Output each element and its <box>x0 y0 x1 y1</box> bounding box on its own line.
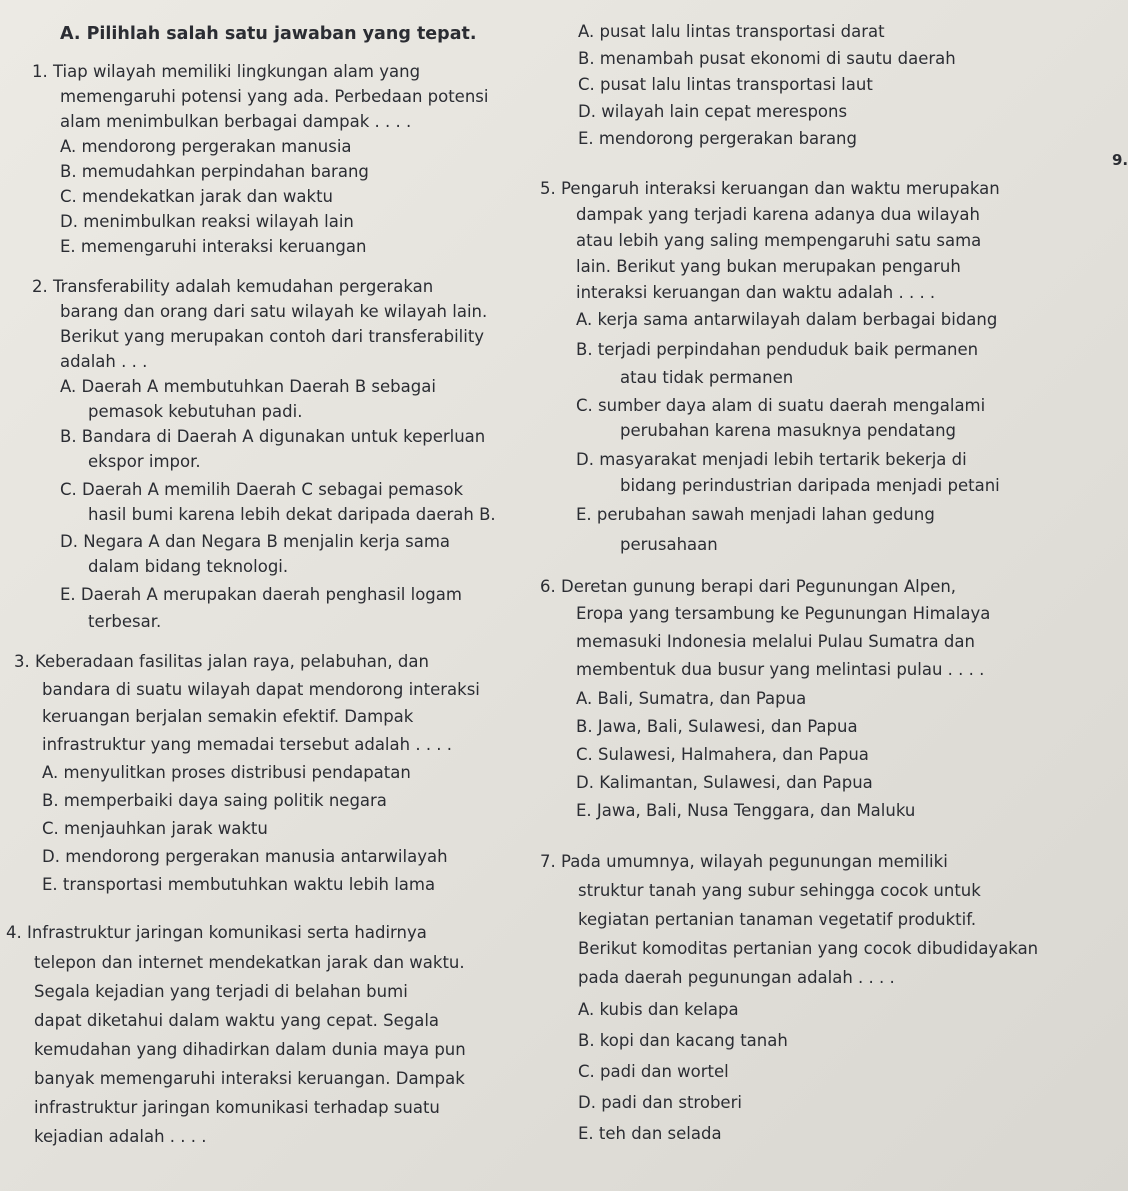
q5-option-a[interactable]: A. kerja sama antarwilayah dalam berbagai bidang <box>576 310 998 329</box>
q5-option-d-cont: bidang perindustrian daripada menjadi petani <box>620 476 1000 495</box>
q4-option-a[interactable]: A. pusat lalu lintas transportasi darat <box>578 22 885 41</box>
q3-option-a[interactable]: A. menyulitkan proses distribusi pendapatan <box>42 763 411 782</box>
q5-option-d[interactable]: D. masyarakat menjadi lebih tertarik bekerja di <box>576 450 967 469</box>
margin-number: 9. <box>1112 151 1128 169</box>
q1-option-d[interactable]: D. menimbulkan reaksi wilayah lain <box>60 212 354 231</box>
q7-option-e[interactable]: E. teh dan selada <box>578 1124 722 1143</box>
q1-line-2: memengaruhi potensi yang ada. Perbedaan potensi <box>60 87 489 106</box>
q2-option-b-cont: ekspor impor. <box>88 452 201 471</box>
q7-option-c[interactable]: C. padi dan wortel <box>578 1062 729 1081</box>
q4-option-d[interactable]: D. wilayah lain cepat merespons <box>578 102 848 121</box>
q2-option-e-cont: terbesar. <box>88 612 162 631</box>
q2-option-b[interactable]: B. Bandara di Daerah A digunakan untuk keperluan <box>60 427 486 446</box>
q2-option-a-cont: pemasok kebutuhan padi. <box>88 402 303 421</box>
q4-line-3: Segala kejadian yang terjadi di belahan bumi <box>34 982 408 1001</box>
q5-option-b[interactable]: B. terjadi perpindahan penduduk baik permanen <box>576 340 979 359</box>
q4-line-5: kemudahan yang dihadirkan dalam dunia maya pun <box>34 1040 466 1059</box>
q2-line-4: adalah . . . <box>60 352 148 371</box>
q6-line-2: Eropa yang tersambung ke Pegunungan Himalaya <box>576 604 991 623</box>
q3-line-1: 3. Keberadaan fasilitas jalan raya, pelabuhan, dan <box>14 652 429 671</box>
q5-option-c[interactable]: C. sumber daya alam di suatu daerah mengalami <box>576 396 986 415</box>
q5-option-e[interactable]: E. perubahan sawah menjadi lahan gedung <box>576 505 935 524</box>
q4-line-2: telepon dan internet mendekatkan jarak dan waktu. <box>34 953 465 972</box>
q6-line-3: memasuki Indonesia melalui Pulau Sumatra dan <box>576 632 975 651</box>
q5-line-1: 5. Pengaruh interaksi keruangan dan waktu merupakan <box>540 179 1000 198</box>
q5-option-c-cont: perubahan karena masuknya pendatang <box>620 421 957 440</box>
q7-option-b[interactable]: B. kopi dan kacang tanah <box>578 1031 788 1050</box>
q5-option-b-cont: atau tidak permanen <box>620 368 794 387</box>
q5-line-3: atau lebih yang saling mempengaruhi satu sama <box>576 231 982 250</box>
q3-option-d[interactable]: D. mendorong pergerakan manusia antarwilayah <box>42 847 448 866</box>
q4-line-4: dapat diketahui dalam waktu yang cepat. Segala <box>34 1011 440 1030</box>
q2-option-d[interactable]: D. Negara A dan Negara B menjalin kerja sama <box>60 532 450 551</box>
q2-option-c[interactable]: C. Daerah A memilih Daerah C sebagai pemasok <box>60 480 463 499</box>
q3-option-c[interactable]: C. menjauhkan jarak waktu <box>42 819 268 838</box>
q3-line-4: infrastruktur yang memadai tersebut adalah . . . . <box>42 735 453 754</box>
q7-option-a[interactable]: A. kubis dan kelapa <box>578 1000 739 1019</box>
q6-option-e[interactable]: E. Jawa, Bali, Nusa Tenggara, dan Maluku <box>576 801 916 820</box>
q5-line-5: interaksi keruangan dan waktu adalah . . . . <box>576 283 936 302</box>
q2-line-3: Berikut yang merupakan contoh dari transferability <box>60 327 485 346</box>
q7-line-2: struktur tanah yang subur sehingga cocok untuk <box>578 881 981 900</box>
q2-option-a[interactable]: A. Daerah A membutuhkan Daerah B sebagai <box>60 377 436 396</box>
q5-option-e-cont: perusahaan <box>620 535 718 554</box>
q3-option-e[interactable]: E. transportasi membutuhkan waktu lebih lama <box>42 875 436 894</box>
q2-option-e[interactable]: E. Daerah A merupakan daerah penghasil logam <box>60 585 462 604</box>
q4-line-8: kejadian adalah . . . . <box>34 1127 207 1146</box>
q1-line-3: alam menimbulkan berbagai dampak . . . . <box>60 112 412 131</box>
q1-option-c[interactable]: C. mendekatkan jarak dan waktu <box>60 187 334 206</box>
q3-option-b[interactable]: B. memperbaiki daya saing politik negara <box>42 791 387 810</box>
q2-line-2: barang dan orang dari satu wilayah ke wilayah lain. <box>60 302 488 321</box>
q6-option-b[interactable]: B. Jawa, Bali, Sulawesi, dan Papua <box>576 717 858 736</box>
q4-line-1: 4. Infrastruktur jaringan komunikasi serta hadirnya <box>6 923 427 942</box>
q4-option-c[interactable]: C. pusat lalu lintas transportasi laut <box>578 75 873 94</box>
q7-line-5: pada daerah pegunungan adalah . . . . <box>578 968 895 987</box>
q1-line-1: 1. Tiap wilayah memiliki lingkungan alam yang <box>32 62 421 81</box>
q5-line-2: dampak yang terjadi karena adanya dua wilayah <box>576 205 980 224</box>
q4-option-b[interactable]: B. menambah pusat ekonomi di sautu daerah <box>578 49 956 68</box>
q1-option-a[interactable]: A. mendorong pergerakan manusia <box>60 137 352 156</box>
q4-option-e[interactable]: E. mendorong pergerakan barang <box>578 129 857 148</box>
q2-line-1: 2. Transferability adalah kemudahan pergerakan <box>32 277 434 296</box>
q6-option-d[interactable]: D. Kalimantan, Sulawesi, dan Papua <box>576 773 873 792</box>
q1-option-e[interactable]: E. memengaruhi interaksi keruangan <box>60 237 367 256</box>
q1-option-b[interactable]: B. memudahkan perpindahan barang <box>60 162 369 181</box>
q3-line-3: keruangan berjalan semakin efektif. Dampak <box>42 707 414 726</box>
q7-line-4: Berikut komoditas pertanian yang cocok dibudidayakan <box>578 939 1039 958</box>
q4-line-6: banyak memengaruhi interaksi keruangan. Dampak <box>34 1069 465 1088</box>
q4-line-7: infrastruktur jaringan komunikasi terhadap suatu <box>34 1098 440 1117</box>
q6-line-1: 6. Deretan gunung berapi dari Pegunungan Alpen, <box>540 577 957 596</box>
q2-option-c-cont: hasil bumi karena lebih dekat daripada daerah B. <box>88 505 496 524</box>
q6-option-c[interactable]: C. Sulawesi, Halmahera, dan Papua <box>576 745 869 764</box>
q7-line-1: 7. Pada umumnya, wilayah pegunungan memiliki <box>540 852 948 871</box>
q7-option-d[interactable]: D. padi dan stroberi <box>578 1093 742 1112</box>
q7-line-3: kegiatan pertanian tanaman vegetatif produktif. <box>578 910 977 929</box>
q3-line-2: bandara di suatu wilayah dapat mendorong interaksi <box>42 680 480 699</box>
q2-option-d-cont: dalam bidang teknologi. <box>88 557 289 576</box>
q6-line-4: membentuk dua busur yang melintasi pulau . . . . <box>576 660 985 679</box>
section-title: A. Pilihlah salah satu jawaban yang tepat. <box>60 24 477 44</box>
q6-option-a[interactable]: A. Bali, Sumatra, dan Papua <box>576 689 807 708</box>
q5-line-4: lain. Berikut yang bukan merupakan pengaruh <box>576 257 961 276</box>
